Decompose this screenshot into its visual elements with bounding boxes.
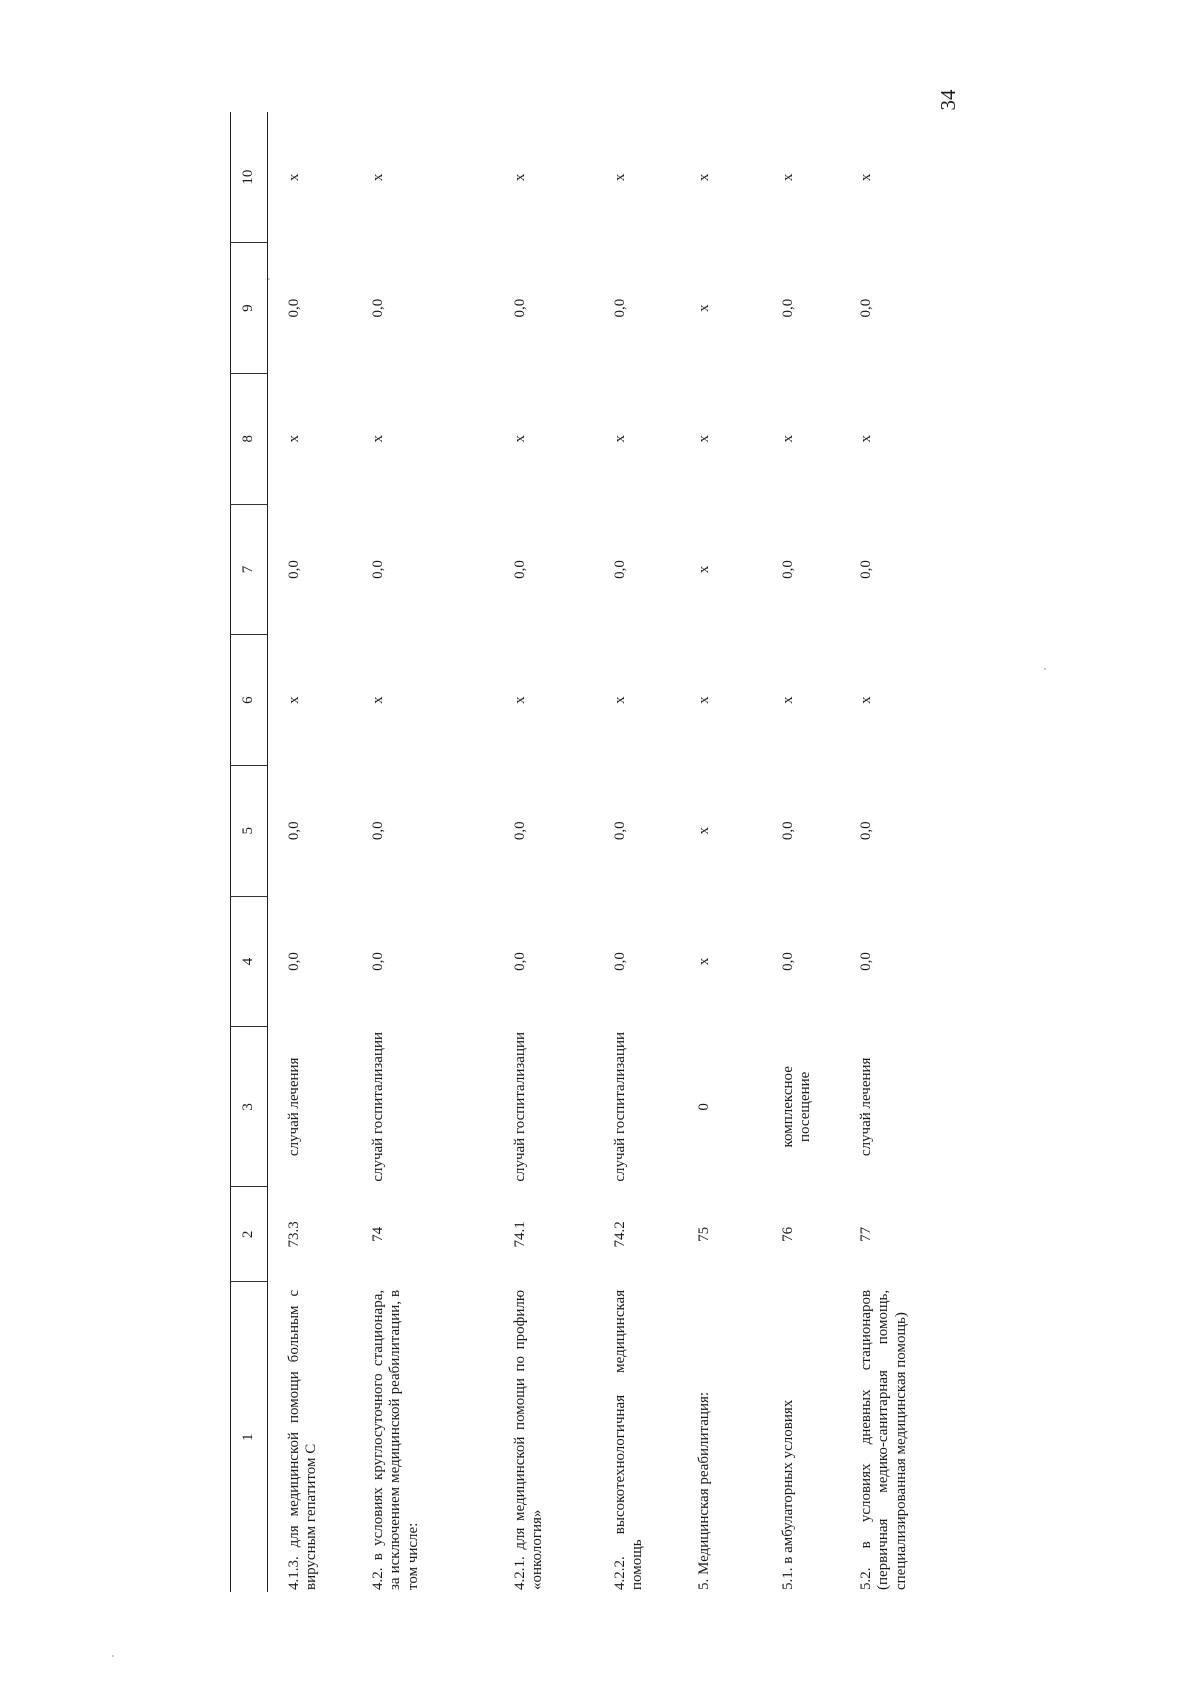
row-code: 77 bbox=[858, 1226, 874, 1242]
cell-value: 0,0 bbox=[370, 952, 386, 971]
cell-value: 0,0 bbox=[370, 560, 386, 579]
row-code: 74.2 bbox=[612, 1221, 628, 1248]
cell-value: 0,0 bbox=[612, 560, 628, 579]
cell-value: 0,0 bbox=[286, 298, 302, 318]
cell-value: 0,0 bbox=[512, 952, 528, 971]
cell-value: x bbox=[286, 435, 302, 443]
column-header: 4 bbox=[231, 896, 268, 1027]
cell-value: 0,0 bbox=[512, 298, 528, 318]
row-code: 74 bbox=[370, 1226, 386, 1242]
row-name: 5.1. в амбулаторных условиях bbox=[780, 1399, 796, 1590]
cell-value: x bbox=[286, 173, 302, 182]
cell-value: x bbox=[858, 173, 874, 182]
cell-value: 0,0 bbox=[286, 821, 302, 841]
column-header: 8 bbox=[231, 373, 268, 504]
table-row bbox=[594, 112, 678, 1592]
cell-value: x bbox=[696, 565, 712, 574]
row-code: 76 bbox=[780, 1226, 796, 1242]
cell-value: 0,0 bbox=[780, 952, 796, 971]
row-code: 74.1 bbox=[512, 1221, 528, 1248]
cell-value: x bbox=[370, 173, 386, 182]
column-header: 2 bbox=[231, 1187, 268, 1282]
table-row bbox=[494, 112, 594, 1592]
row-unit: комплексное посещение bbox=[780, 1066, 814, 1148]
cell-value: x bbox=[696, 304, 712, 312]
row-name: 4.2.1. для медицинской помощи по профилю «онкология» bbox=[512, 1289, 546, 1590]
cell-value: 0,0 bbox=[612, 821, 628, 841]
column-header: 5 bbox=[231, 765, 268, 896]
cell-value: x bbox=[512, 173, 528, 182]
row-unit: случай лечения bbox=[286, 1057, 302, 1157]
row-name: 4.2. в условиях круглосуточного стационара, за исключением медицинской реабилитации, в том числе: bbox=[370, 1289, 421, 1590]
cell-value: x bbox=[286, 696, 302, 704]
row-unit: случай госпитализации bbox=[370, 1031, 386, 1182]
cell-value: x bbox=[612, 435, 628, 443]
scan-speck bbox=[112, 1655, 114, 1657]
page-number: 34 bbox=[936, 89, 960, 111]
column-header: 6 bbox=[231, 635, 268, 766]
table-row bbox=[678, 112, 762, 1592]
cell-value: 0,0 bbox=[780, 821, 796, 841]
row-unit: 0 bbox=[696, 1103, 712, 1111]
row-code: 73.3 bbox=[286, 1221, 302, 1248]
table-container bbox=[230, 112, 970, 1592]
cell-value: x bbox=[696, 696, 712, 704]
cell-value: 0,0 bbox=[286, 952, 302, 971]
table-row bbox=[352, 112, 494, 1592]
row-unit: случай лечения bbox=[858, 1057, 874, 1157]
table-header-row bbox=[231, 112, 268, 1592]
scan-speck bbox=[1044, 668, 1046, 670]
cell-value: x bbox=[512, 435, 528, 443]
scan-speck bbox=[268, 278, 270, 280]
cell-value: x bbox=[612, 696, 628, 704]
cell-value: x bbox=[696, 827, 712, 835]
cell-value: x bbox=[512, 696, 528, 704]
cell-value: 0,0 bbox=[858, 298, 874, 318]
table-row bbox=[840, 112, 972, 1592]
cell-value: 0,0 bbox=[286, 560, 302, 579]
cell-value: x bbox=[780, 173, 796, 182]
column-header: 9 bbox=[231, 243, 268, 374]
column-header: 3 bbox=[231, 1027, 268, 1187]
cell-value: 0,0 bbox=[370, 821, 386, 841]
table-row bbox=[268, 112, 353, 1592]
cell-value: x bbox=[858, 435, 874, 443]
row-name: 4.1.3. для медицинской помощи больным с вирусным гепатитом С bbox=[286, 1289, 320, 1590]
data-table bbox=[230, 112, 972, 1592]
cell-value: 0,0 bbox=[858, 560, 874, 579]
cell-value: x bbox=[370, 435, 386, 443]
cell-value: 0,0 bbox=[370, 298, 386, 318]
cell-value: x bbox=[858, 696, 874, 704]
cell-value: x bbox=[612, 173, 628, 182]
cell-value: x bbox=[780, 696, 796, 704]
cell-value: x bbox=[696, 435, 712, 443]
cell-value: 0,0 bbox=[858, 821, 874, 841]
row-name: 5. Медицинская реабилитация: bbox=[696, 1391, 712, 1590]
row-name: 4.2.2. высокотехнологичная медицинская помощь bbox=[612, 1289, 646, 1590]
row-name: 5.2. в условиях дневных стационаров (первичная медико-санитарная помощь, специализированная медицинская помощь) bbox=[858, 1289, 909, 1590]
column-header: 10 bbox=[231, 112, 268, 243]
column-header: 7 bbox=[231, 504, 268, 635]
table-row bbox=[762, 112, 840, 1592]
column-header: 1 bbox=[231, 1282, 268, 1592]
cell-value: x bbox=[696, 173, 712, 182]
cell-value: 0,0 bbox=[780, 298, 796, 318]
row-unit: случай госпитализации bbox=[612, 1031, 628, 1182]
row-code: 75 bbox=[696, 1226, 712, 1242]
row-unit: случай госпитализации bbox=[512, 1031, 528, 1182]
cell-value: 0,0 bbox=[858, 952, 874, 971]
cell-value: 0,0 bbox=[512, 821, 528, 841]
cell-value: x bbox=[370, 696, 386, 704]
cell-value: x bbox=[780, 435, 796, 443]
cell-value: 0,0 bbox=[612, 952, 628, 971]
cell-value: 0,0 bbox=[512, 560, 528, 579]
cell-value: 0,0 bbox=[612, 298, 628, 318]
cell-value: 0,0 bbox=[780, 560, 796, 579]
cell-value: x bbox=[696, 957, 712, 966]
